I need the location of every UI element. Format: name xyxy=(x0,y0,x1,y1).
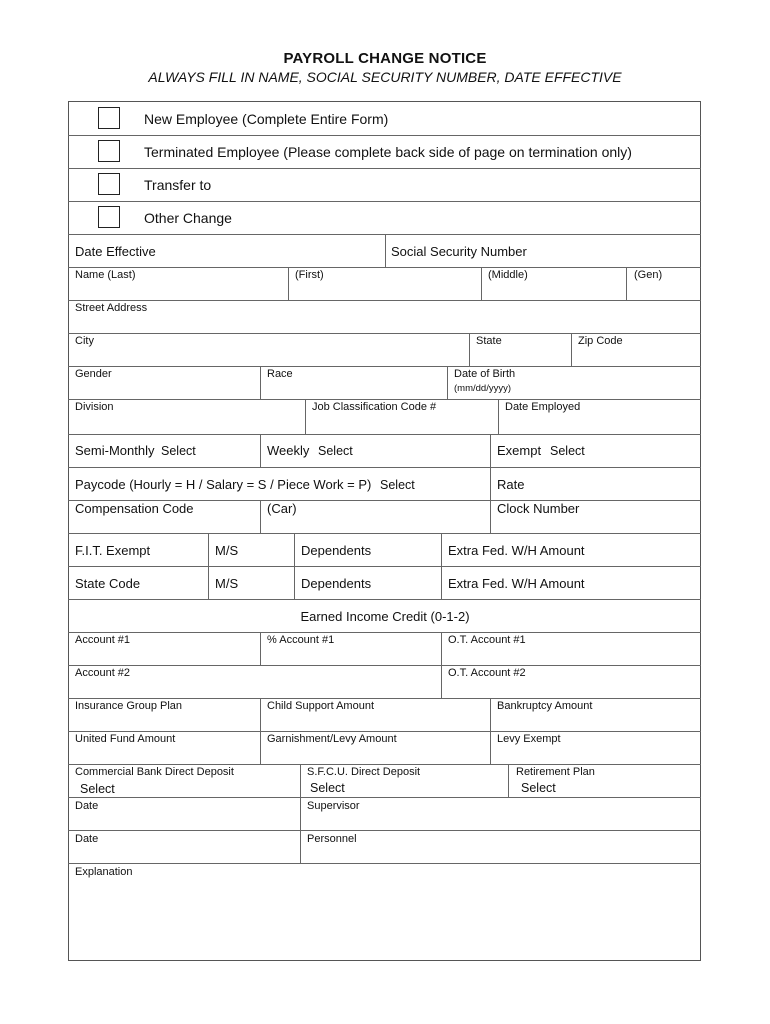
levy-exempt-label: Levy Exempt xyxy=(497,733,561,745)
explanation-label: Explanation xyxy=(75,866,133,878)
row-divider xyxy=(68,764,701,765)
col-divider xyxy=(288,267,289,300)
col-divider xyxy=(300,764,301,863)
exempt-label: Exempt xyxy=(497,443,542,458)
state-ms-label: M/S xyxy=(215,576,239,591)
col-divider xyxy=(490,698,491,764)
date-effective-label: Date Effective xyxy=(75,244,156,259)
commercial-bank-select[interactable]: Select xyxy=(80,782,115,796)
row-divider xyxy=(68,731,701,732)
exempt-select[interactable]: Select xyxy=(550,444,585,458)
transfer-label: Transfer to xyxy=(144,177,212,193)
row-divider xyxy=(68,135,701,136)
row-divider xyxy=(68,665,701,666)
retirement-plan-label: Retirement Plan xyxy=(516,766,595,778)
ssn-label: Social Security Number xyxy=(391,244,527,259)
other-change-label: Other Change xyxy=(144,210,232,226)
rate-label: Rate xyxy=(497,477,525,492)
row-divider xyxy=(68,599,701,600)
account1-label: Account #1 xyxy=(75,634,131,646)
child-support-label: Child Support Amount xyxy=(267,700,375,712)
col-divider xyxy=(260,698,261,764)
col-divider xyxy=(441,632,442,698)
job-classification-label: Job Classification Code # xyxy=(312,401,437,413)
state-code-label: State Code xyxy=(75,576,141,591)
fit-extra-fed-label: Extra Fed. W/H Amount xyxy=(448,543,585,558)
col-divider xyxy=(490,434,491,467)
col-divider xyxy=(260,366,261,399)
supervisor-label: Supervisor xyxy=(307,800,360,812)
transfer-checkbox[interactable] xyxy=(98,173,120,195)
weekly-select[interactable]: Select xyxy=(318,444,353,458)
date-employed-label: Date Employed xyxy=(505,401,581,413)
row-divider xyxy=(68,434,701,435)
row-divider xyxy=(68,632,701,633)
personnel-date-label: Date xyxy=(75,833,99,845)
col-divider xyxy=(508,764,509,797)
col-divider xyxy=(498,399,499,434)
paycode-select[interactable]: Select xyxy=(380,478,415,492)
zip-code-label: Zip Code xyxy=(578,335,623,347)
col-divider xyxy=(626,267,627,300)
row-divider xyxy=(68,333,701,334)
row-divider xyxy=(68,467,701,468)
state-extra-fed-label: Extra Fed. W/H Amount xyxy=(448,576,585,591)
col-divider xyxy=(260,632,261,665)
col-divider xyxy=(260,434,261,467)
row-divider xyxy=(68,698,701,699)
retirement-plan-select[interactable]: Select xyxy=(521,781,556,795)
commercial-bank-label: Commercial Bank Direct Deposit xyxy=(75,766,234,778)
name-middle-label: (Middle) xyxy=(488,269,528,281)
city-label: City xyxy=(75,335,94,347)
fit-dependents-label: Dependents xyxy=(301,543,372,558)
name-last-label: Name (Last) xyxy=(75,269,136,281)
row-divider xyxy=(68,830,701,831)
col-divider xyxy=(481,267,482,300)
row-divider xyxy=(68,201,701,202)
semi-monthly-label: Semi-Monthly xyxy=(75,443,155,458)
dob-label: Date of Birth xyxy=(454,368,516,380)
row-divider xyxy=(68,168,701,169)
col-divider xyxy=(305,399,306,434)
car-label: (Car) xyxy=(267,501,297,516)
name-first-label: (First) xyxy=(295,269,324,281)
pct-account1-label: % Account #1 xyxy=(267,634,335,646)
col-divider xyxy=(260,500,261,533)
paycode-label: Paycode (Hourly = H / Salary = S / Piece Work = P) xyxy=(75,477,372,492)
supervisor-date-label: Date xyxy=(75,800,99,812)
form-title: PAYROLL CHANGE NOTICE xyxy=(283,50,487,67)
street-address-label: Street Address xyxy=(75,302,148,314)
state-dependents-label: Dependents xyxy=(301,576,372,591)
col-divider xyxy=(208,533,209,599)
col-divider xyxy=(490,500,491,533)
row-divider xyxy=(68,797,701,798)
name-gen-label: (Gen) xyxy=(634,269,663,281)
row-divider xyxy=(68,399,701,400)
col-divider xyxy=(385,234,386,267)
division-label: Division xyxy=(75,401,114,413)
new-employee-checkbox[interactable] xyxy=(98,107,120,129)
col-divider xyxy=(490,467,491,500)
terminated-employee-checkbox[interactable] xyxy=(98,140,120,162)
personnel-label: Personnel xyxy=(307,833,357,845)
sfcu-select[interactable]: Select xyxy=(310,781,345,795)
form-frame xyxy=(68,101,701,961)
row-divider xyxy=(68,366,701,367)
semi-monthly-select[interactable]: Select xyxy=(161,444,196,458)
ot-account2-label: O.T. Account #2 xyxy=(448,667,526,679)
col-divider xyxy=(441,533,442,599)
row-divider xyxy=(68,566,701,567)
form-subtitle: ALWAYS FILL IN NAME, SOCIAL SECURITY NUMBER, DATE EFFECTIVE xyxy=(148,69,622,85)
gender-label: Gender xyxy=(75,368,112,380)
state-label: State xyxy=(476,335,502,347)
bankruptcy-label: Bankruptcy Amount xyxy=(497,700,593,712)
fit-exempt-label: F.I.T. Exempt xyxy=(75,543,151,558)
united-fund-label: United Fund Amount xyxy=(75,733,176,745)
ot-account1-label: O.T. Account #1 xyxy=(448,634,526,646)
weekly-label: Weekly xyxy=(267,443,310,458)
col-divider xyxy=(469,333,470,366)
col-divider xyxy=(294,533,295,599)
row-divider xyxy=(68,300,701,301)
new-employee-label: New Employee (Complete Entire Form) xyxy=(144,111,389,127)
dob-format-label: (mm/dd/yyyy) xyxy=(454,383,511,394)
row-divider xyxy=(68,267,701,268)
col-divider xyxy=(571,333,572,366)
fit-ms-label: M/S xyxy=(215,543,239,558)
row-divider xyxy=(68,863,701,864)
sfcu-label: S.F.C.U. Direct Deposit xyxy=(307,766,421,778)
earned-income-credit-label: Earned Income Credit (0-1-2) xyxy=(300,609,470,624)
other-change-checkbox[interactable] xyxy=(98,206,120,228)
insurance-group-plan-label: Insurance Group Plan xyxy=(75,700,183,712)
clock-number-label: Clock Number xyxy=(497,501,580,516)
account2-label: Account #2 xyxy=(75,667,131,679)
garnishment-label: Garnishment/Levy Amount xyxy=(267,733,397,745)
row-divider xyxy=(68,533,701,534)
terminated-employee-label: Terminated Employee (Please complete back side of page on termination only) xyxy=(144,144,632,160)
col-divider xyxy=(447,366,448,399)
compensation-code-label: Compensation Code xyxy=(75,501,194,516)
race-label: Race xyxy=(267,368,293,380)
